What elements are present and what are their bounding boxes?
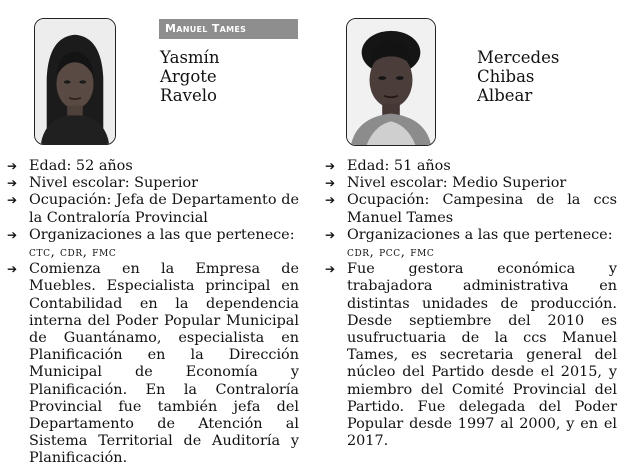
arrow-right-icon: ➔ [325, 159, 336, 173]
portrait-2-image [347, 19, 435, 145]
name-line: Mercedes [477, 48, 560, 67]
name-line: Yasmín [160, 48, 220, 67]
fact-item: ➔ Organizaciones a las que pertenece: ctc, cdr, fmc [7, 227, 299, 261]
name-line: Ravelo [160, 86, 217, 105]
arrow-right-icon: ➔ [7, 176, 18, 191]
organizations-value: ctc, cdr, fmc [29, 245, 117, 261]
portrait-1-image [35, 19, 115, 144]
arrow-right-icon: ➔ [325, 262, 336, 277]
person-name-2 [477, 48, 559, 105]
name-line: Chibas [477, 67, 535, 86]
facts-list-1 [7, 158, 299, 468]
portrait-photo-1 [34, 18, 116, 145]
name-line: Argote [160, 67, 217, 86]
arrow-right-icon: ➔ [7, 193, 18, 208]
fact-item: ➔ Nivel escolar: Superior [7, 175, 199, 192]
arrow-right-icon: ➔ [325, 176, 336, 191]
fact-item: ➔ Ocupación: Campesina de la ccs Manuel Tames [325, 192, 617, 226]
fact-item: ➔ Edad: 51 años [325, 158, 451, 174]
facts-list-2 [325, 158, 617, 450]
arrow-right-icon: ➔ [7, 262, 18, 277]
arrow-right-icon: ➔ [7, 227, 18, 242]
arrow-right-icon: ➔ [325, 227, 336, 242]
arrow-right-icon: ➔ [7, 159, 18, 173]
person-name-1 [160, 48, 219, 105]
fact-item: ➔ Nivel escolar: Medio Superior [325, 175, 567, 192]
fact-item: ➔ Organizaciones a las que pertenece: cdr, pcc, fmc [325, 227, 617, 261]
fact-item: ➔ Edad: 52 años [7, 158, 133, 174]
organizations-value: cdr, pcc, fmc [347, 245, 435, 261]
arrow-right-icon: ➔ [325, 193, 336, 208]
name-line: Albear [477, 86, 533, 105]
fact-item: ➔ Comienza en la Empresa de Muebles. Especialista principal en Contabilidad en la dependencia interna del Poder Popular Municipal de Guantánamo, especialista en Planificación en la Dirección Municipal de Economía y Planificación. En la Contraloría Provincial fue también jefa del Departamento de Atención al Sistema Territorial de Auditoría y Planificación. [7, 261, 299, 467]
fact-item: ➔ Ocupación: Jefa de Departamento de la Contraloría Provincial [7, 192, 299, 226]
section-tag: Manuel Tames [159, 19, 298, 39]
portrait-photo-2 [346, 18, 436, 146]
fact-item: ➔ Fue gestora económica y trabajadora administrativa en distintas unidades de producción. Desde septiembre del 2010 es usufructuaria de la ccs Manuel Tames, es secretaria general del núcleo del Partido desde el 2015, y miembro del Comité Provincial del Partido. Fue delegada del Poder Popular desde 1997 al 2000, y en el 2017. [325, 261, 617, 450]
